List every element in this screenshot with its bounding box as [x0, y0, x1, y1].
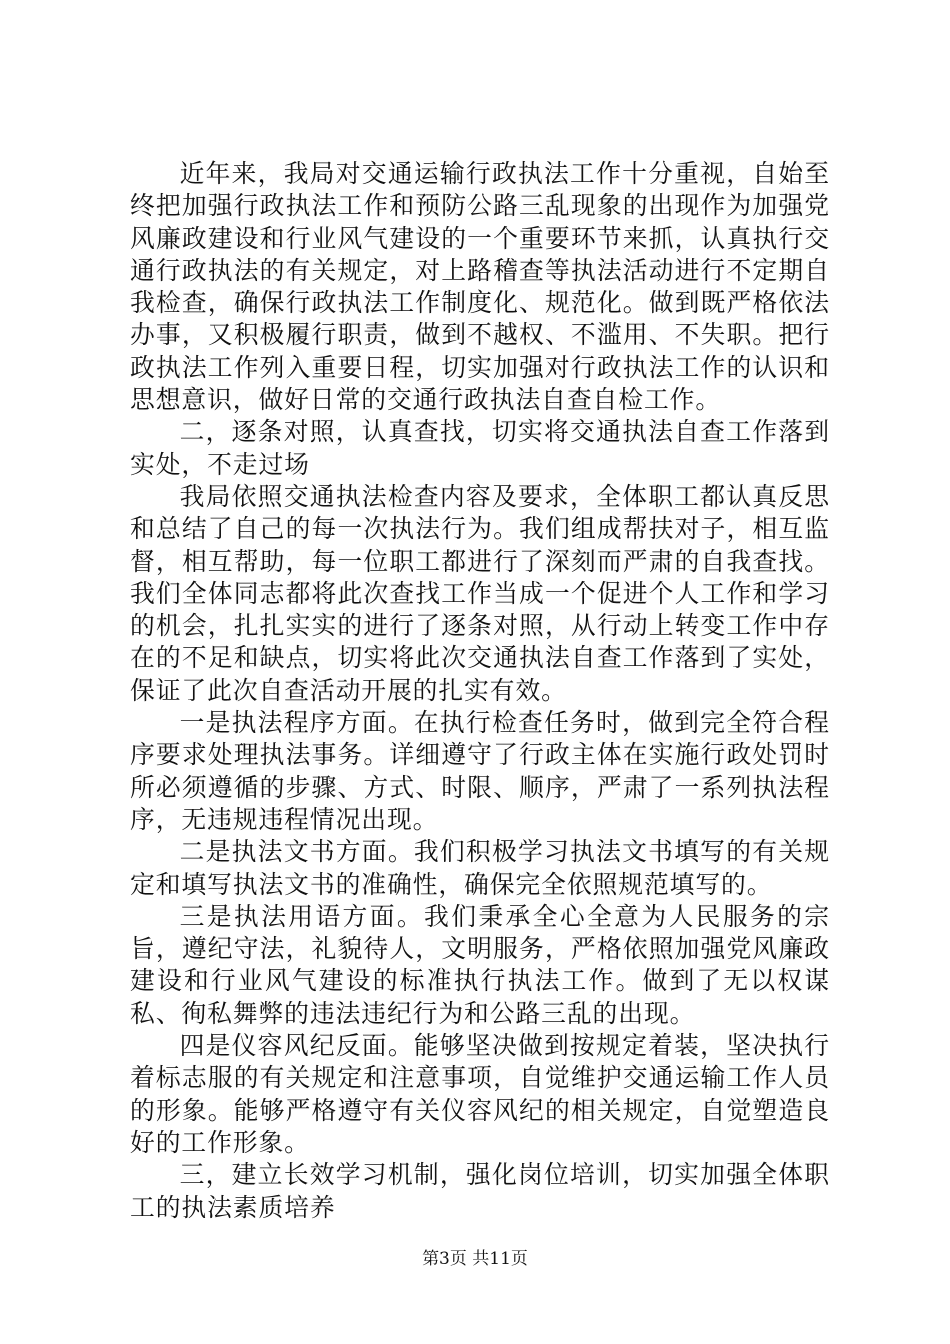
paragraph-self-check: 我局依照交通执法检查内容及要求，全体职工都认真反思和总结了自己的每一次执法行为。我们组成帮扶对子，相互监督，相互帮助，每一位职工都进行了深刻而严肃的自我查找。我们全体同志都将此次查找工作当成一个促进个人工作和学习的机会，扎扎实实的进行了逐条对照，从行动上转变工作中存在的不足和缺点，切实将此次交通执法自查工作落到了实处，保证了此次自查活动开展的扎实有效。: [130, 481, 830, 705]
document-body: [130, 158, 830, 1224]
paragraph-intro: 近年来，我局对交通运输行政执法工作十分重视，自始至终把加强行政执法工作和预防公路三乱现象的出现作为加强党风廉政建设和行业风气建设的一个重要环节来抓，认真执行交通行政执法的有关规定，对上路稽查等执法活动进行不定期自我检查，确保行政执法工作制度化、规范化。做到既严格依法办事，又积极履行职责，做到不越权、不滥用、不失职。把行政执法工作列入重要日程，切实加强对行政执法工作的认识和思想意识，做好日常的交通行政执法自查自检工作。: [130, 159, 830, 415]
paragraph-language: 三是执法用语方面。我们秉承全心全意为人民服务的宗旨，遵纪守法，礼貌待人，文明服务，严格依照加强党风廉政建设和行业风气建设的标准执行执法工作。做到了无以权谋私、徇私舞弊的违法违纪行为和公路三乱的出现。: [130, 901, 830, 1028]
section-heading-2: 二，逐条对照，认真查找，切实将交通执法自查工作落到实处，不走过场: [130, 417, 830, 479]
paragraph-documents: 二是执法文书方面。我们积极学习执法文书填写的有关规定和填写执法文书的准确性，确保完全依照规范填写的。: [130, 837, 830, 899]
section-heading-3: 三，建立长效学习机制，强化岗位培训，切实加强全体职工的执法素质培养: [130, 1160, 830, 1222]
paragraph-procedure: 一是执法程序方面。在执行检查任务时，做到完全符合程序要求处理执法事务。详细遵守了行政主体在实施行政处罚时所必须遵循的步骤、方式、时限、顺序，严肃了一系列执法程序，无违规违程情况出现。: [130, 708, 830, 834]
paragraph-appearance: 四是仪容风纪反面。能够坚决做到按规定着装，坚决执行着标志服的有关规定和注意事项，自觉维护交通运输工作人员的形象。能够严格遵守有关仪容风纪的相关规定，自觉塑造良好的工作形象。: [130, 1031, 830, 1157]
page-number-footer: 第3页 共11页: [422, 1249, 528, 1269]
